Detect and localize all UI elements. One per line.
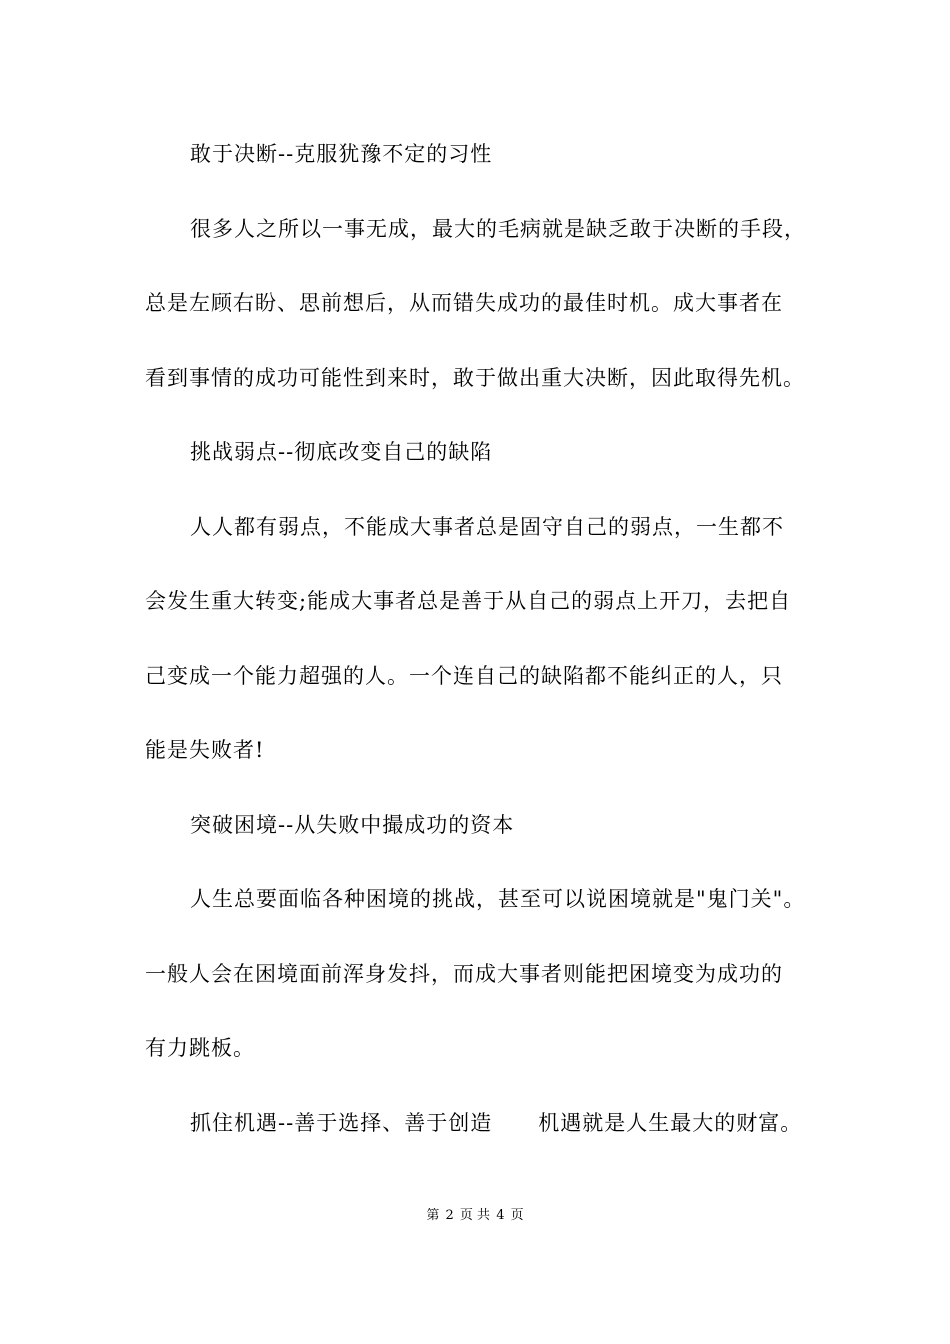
- page-footer: [0, 1207, 950, 1225]
- paragraph-line: 机遇就是人生最大的财富。: [538, 1111, 803, 1135]
- section-heading-adversity: 突破困境--从失败中撮成功的资本: [190, 813, 515, 837]
- section-heading-weakness: 挑战弱点--彻底改变自己的缺陷: [190, 440, 493, 464]
- section-heading-decisiveness: 敢于决断--克服犹豫不定的习性: [190, 142, 493, 166]
- footer-current-page: 2: [445, 1208, 454, 1223]
- paragraph-line: 人人都有弱点，不能成大事者总是固守自己的弱点，一生都不: [190, 515, 784, 539]
- paragraph-line: 能是失败者!: [145, 738, 265, 762]
- paragraph-line: 人生总要面临各种困境的挑战，甚至可以说困境就是"鬼门关"。: [190, 887, 806, 911]
- paragraph-line: 一般人会在困境面前浑身发抖，而成大事者则能把困境变为成功的: [145, 962, 783, 986]
- footer-prefix: 第: [426, 1208, 440, 1223]
- paragraph-line: 总是左顾右盼、思前想后，从而错失成功的最佳时机。成大事者在: [145, 291, 783, 315]
- footer-total-pages: 4: [496, 1208, 505, 1223]
- footer-middle: 页 共: [459, 1208, 491, 1223]
- section-heading-opportunity-row: [190, 1108, 802, 1138]
- paragraph-line: 己变成一个能力超强的人。一个连自己的缺陷都不能纠正的人，只: [145, 664, 783, 688]
- section-heading-opportunity: 抓住机遇--善于选择、善于创造: [190, 1111, 493, 1135]
- footer-suffix: 页: [510, 1208, 524, 1223]
- paragraph-line: 很多人之所以一事无成，最大的毛病就是缺乏敢于决断的手段，: [190, 217, 806, 241]
- paragraph-line: 会发生重大转变;能成大事者总是善于从自己的弱点上开刀，去把自: [145, 589, 792, 613]
- paragraph-line: 看到事情的成功可能性到来时，敢于做出重大决断，因此取得先机。: [145, 366, 805, 390]
- paragraph-line: 有力跳板。: [145, 1036, 255, 1060]
